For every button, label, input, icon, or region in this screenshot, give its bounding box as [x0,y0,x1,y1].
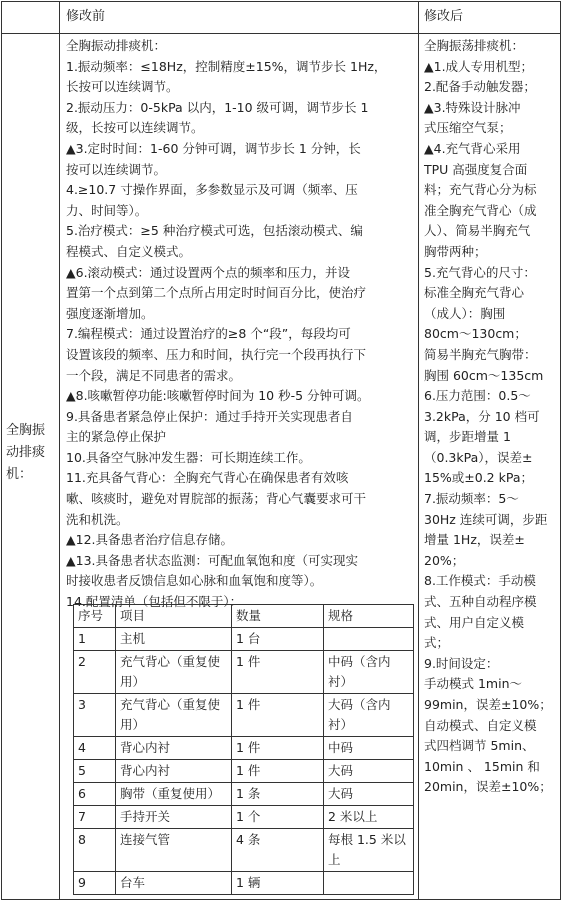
before-line: 主的紧急停止保护 [66,429,167,445]
config-cell: 2 [74,651,116,694]
before-line: 置第一个点到第二个点所占用定时时间百分比，使治疗 [66,285,367,301]
config-cell: 1 台 [232,628,324,651]
after-line: ▲3.特殊设计脉冲 [424,99,521,115]
config-cell: 胸带（重复使用） [116,783,232,806]
config-cell: 7 [74,806,116,829]
config-cell: 充气背心（重复使用） [116,651,232,694]
header-divider [1,33,561,34]
config-cell: 5 [74,760,116,783]
before-line: 级，长按可以连续调节。 [66,120,204,136]
after-line: 6.压力范围：0.5～ [424,388,531,404]
after-line: ▲4.充气背心采用 [424,140,521,156]
config-header-cell: 数量 [232,605,324,628]
after-line: ▲1.成人专用机型； [424,58,534,74]
before-line: 9.具备患者紧急停止保护：通过手持开关实现患者自 [66,408,353,424]
row-label-line: 机： [6,467,33,482]
after-line: 全胸振荡排痰机： [424,38,525,53]
config-cell [324,628,414,651]
config-cell: 1 个 [232,806,324,829]
before-line: 7.编程模式：通过设置治疗的≥8 个“段”，每段均可 [66,326,351,342]
after-line: （成人）：胸围 [424,305,506,321]
after-line: 3.2kPa，分 10 档可 [424,408,540,424]
config-cell: 3 [74,694,116,737]
after-line: 式、五种自动程序模 [424,594,537,610]
after-line: 80cm～130cm； [424,326,527,342]
config-header-cell: 规格 [324,605,414,628]
config-row [74,829,414,872]
after-line: 7.振动频率：5～ [424,491,519,507]
before-line: 力、时间等）。 [66,202,148,218]
config-header-cell: 项目 [116,605,232,628]
after-line: 式压缩空气泵； [424,120,512,136]
config-cell: 9 [74,872,116,895]
config-cell: 背心内衬 [116,737,232,760]
config-cell: 充气背心（重复使用） [116,694,232,737]
header-after: 修改后 [424,9,464,24]
after-line: 简易半胸充气胸带： [424,346,537,362]
after-line: 料；充气背心分为标 [424,182,537,198]
config-cell: 1 辆 [232,872,324,895]
config-cell: 1 [74,628,116,651]
after-line: 9.时间设定： [424,655,499,671]
before-line: 嗽、咳痰时，避免对胃脘部的振荡；背心气囊要求可干 [66,491,367,507]
row-label-line: 全胸振 [6,423,46,438]
after-line: 准全胸充气背心（成 [424,202,537,218]
before-line: 洗和机洗。 [66,511,129,527]
before-line: 4.≥10.7 寸操作界面，多参数显示及可调（频率、压 [66,182,358,198]
before-line: ▲13.具备患者状态监测：可配血氧饱和度（可实现实 [66,552,358,568]
config-cell: 大码 [324,760,414,783]
config-row [74,694,414,737]
after-line: 2.配备手动触发器； [424,79,536,95]
before-line: ▲6.滚动模式：通过设置两个点的频率和压力，并设 [66,264,351,280]
before-line: 10.具备空气脉冲发生器：可长期连续工作。 [66,449,311,465]
config-cell: 6 [74,783,116,806]
before-line: 长按可以连续调节。 [66,79,179,95]
config-row [74,760,414,783]
config-cell: 中码 [324,737,414,760]
config-cell: 背心内衬 [116,760,232,783]
before-line: 设置该段的频率、压力和时间，执行完一个段再执行下 [66,346,367,362]
config-header-row [74,605,414,628]
config-cell: 大码 [324,783,414,806]
header-before: 修改前 [66,9,106,24]
config-cell: 主机 [116,628,232,651]
after-line: 20min，误差±10%； [424,779,552,795]
config-cell: 连接气管 [116,829,232,872]
config-cell: 4 条 [232,829,324,872]
before-line: 2.振动压力：0-5kPa 以内，1-10 级可调，调节步长 1 [66,99,369,115]
after-line: 自动模式、自定义模 [424,717,537,733]
before-line: 程模式、自定义模式。 [66,243,192,259]
before-line: 1.振动频率：≤18Hz，控制精度±15%，调节步长 1Hz， [66,58,387,74]
before-line: 11.充具备气背心：全胸充气背心在确保患者有效咳 [66,470,349,486]
after-line: 20%； [424,552,465,568]
after-line: 式四档调节 5min、 [424,738,535,754]
col-divider-1 [59,1,60,900]
before-line: ▲8.咳嗽暂停功能:咳嗽暂停时间为 10 秒-5 分钟可调。 [66,388,370,404]
config-row [74,783,414,806]
col-divider-2 [418,1,419,900]
config-row [74,872,414,895]
after-line: 调，步距增量 1 [424,429,511,445]
config-cell: 大码（含内衬） [324,694,414,737]
before-line: 一个段，满足不同患者的需求。 [66,367,242,383]
before-line: 强度逐渐增加。 [66,305,154,321]
row-label-line: 动排痰 [6,445,46,460]
config-cell: 8 [74,829,116,872]
before-line: 5.治疗模式：≥5 种治疗模式可选，包括滚动模式、编 [66,223,363,239]
after-content [424,36,556,798]
config-cell: 1 件 [232,651,324,694]
before-content [66,36,414,613]
config-cell: 1 件 [232,760,324,783]
config-table [73,604,414,895]
config-cell: 2 米以上 [324,806,414,829]
after-line: （0.3kPa），误差± [424,449,533,465]
config-cell: 1 条 [232,783,324,806]
after-line: 胸带两种； [424,243,487,259]
config-cell [324,872,414,895]
config-cell: 1 件 [232,694,324,737]
after-line: 5.充气背心的尺寸： [424,264,536,280]
after-line: TPU 高强度复合面 [424,161,528,177]
after-line: 手动模式 1min～ [424,676,522,692]
before-line: 全胸振动排痰机： [66,38,167,53]
config-cell: 1 件 [232,737,324,760]
config-cell: 手持开关 [116,806,232,829]
after-line: 式、用户自定义模 [424,614,525,630]
config-cell: 台车 [116,872,232,895]
after-line: 15%或±0.2 kPa； [424,470,533,486]
before-line: ▲3.定时时间：1-60 分钟可调，调节步长 1 分钟，长 [66,140,361,156]
after-line: 30Hz 连续可调，步距 [424,511,548,527]
config-cell: 中码（含内衬） [324,651,414,694]
after-line: 10min 、 15min 和 [424,758,540,774]
after-line: 标准全胸充气背心 [424,285,525,301]
after-line: 人）、简易半胸充气 [424,223,531,239]
config-row [74,628,414,651]
config-row [74,651,414,694]
config-row [74,737,414,760]
after-line: 胸围 60cm～135cm [424,367,544,383]
after-line: 增量 1Hz，误差± [424,532,525,548]
config-cell: 每根 1.5 米以上 [324,829,414,872]
config-header-cell: 序号 [74,605,116,628]
config-cell: 4 [74,737,116,760]
after-line: 式； [424,635,450,651]
after-line: 99min，误差±10%； [424,697,552,712]
row-label [6,420,58,486]
before-line: 时接收患者反馈信息如心脉和血氧饱和度等）。 [66,573,323,589]
before-line: 按可以连续调节。 [66,161,167,177]
before-line: ▲12.具备患者治疗信息存储。 [66,532,233,548]
before-line: 14.配置清单（包括但不限于）： [66,594,243,610]
after-line: 8.工作模式：手动模 [424,573,536,589]
config-row [74,806,414,829]
